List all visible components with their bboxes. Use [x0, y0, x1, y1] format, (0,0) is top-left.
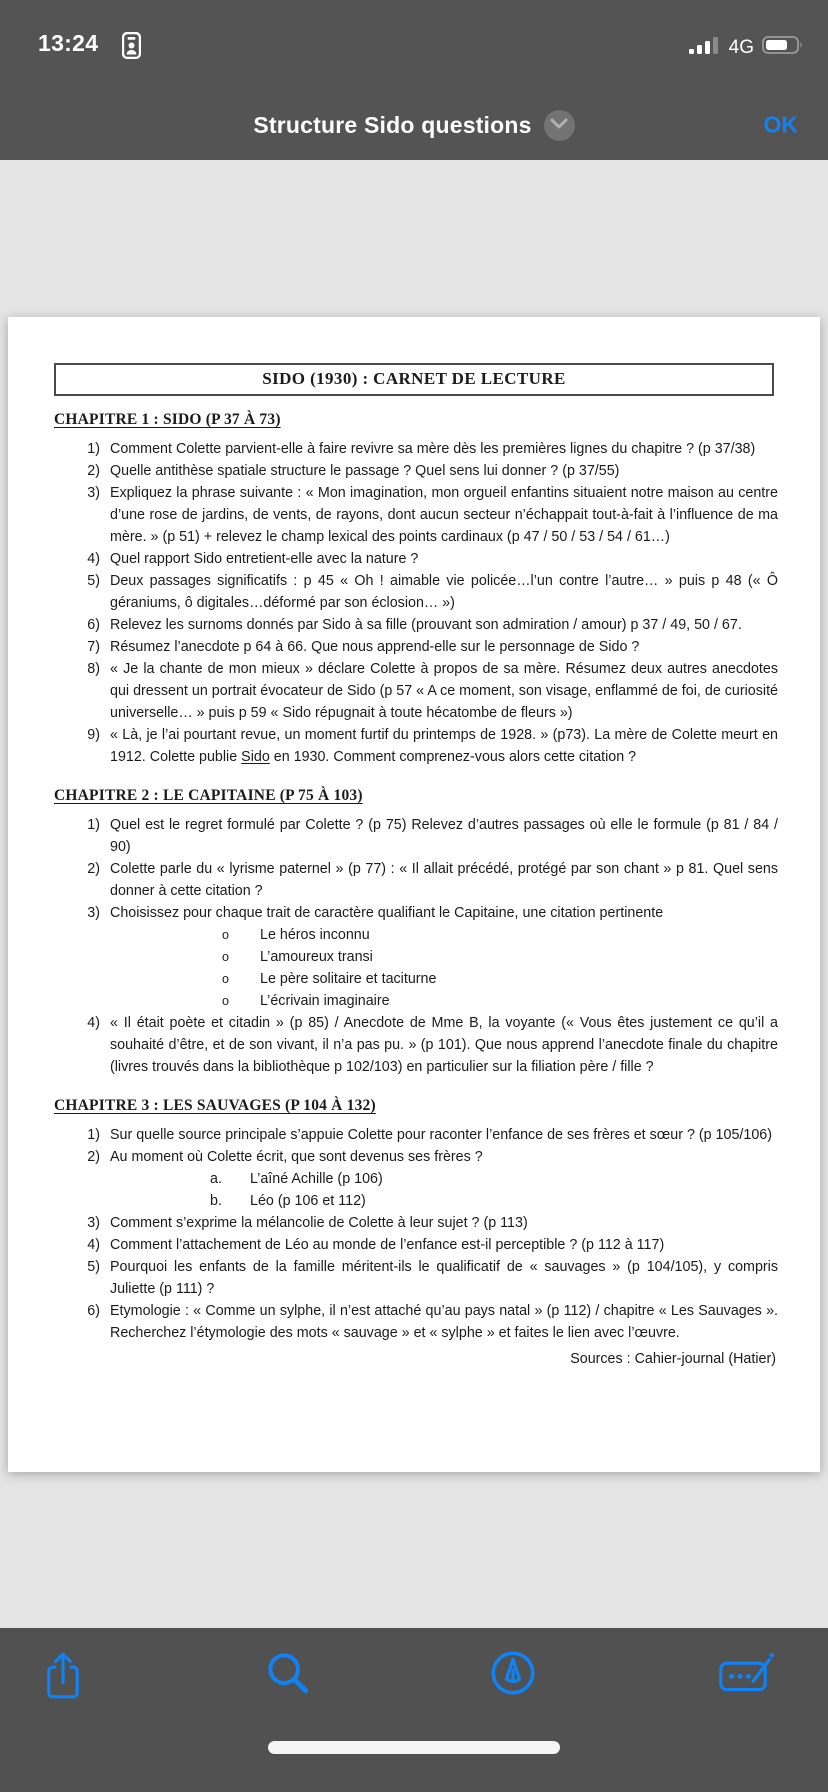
question-text: « Je la chante de mon mieux » déclare Colette à propos de sa mère. Résumez deux autres anecdotes qui dressent un portrait évocateur de Sido (p 57 « A ce moment, son visage, enflammé de foi, de curiosité universelle… » puis p 59 « Sido répugnait à toute hécatombe de fleurs »): [110, 661, 778, 721]
ok-button[interactable]: OK: [763, 111, 798, 138]
question-item: [48, 548, 778, 570]
bottom-toolbar: [0, 1646, 828, 1716]
question-number: 6): [87, 617, 100, 633]
question-text: Relevez les surnoms donnés par Sido à sa fille (prouvant son admiration / amour) p 37 / 49, 50 / 67.: [110, 617, 742, 633]
question-text: Résumez l’anecdote p 64 à 66. Que nous apprend-elle sur le personnage de Sido ?: [110, 639, 640, 655]
question-text: Pourquoi les enfants de la famille méritent-ils le qualificatif de « sauvages » (p 104/105), y compris Juliette (p 111) ?: [110, 1259, 778, 1297]
status-right-cluster: [689, 34, 804, 61]
question-text: Deux passages significatifs : p 45 « Oh ! aimable vie policée…l’un contre l’autre… » puis p 48 (« Ô géraniums, ô digitales…déformé par son éclosion… »): [110, 573, 778, 611]
question-item: [48, 902, 778, 924]
question-number: 5): [87, 1259, 100, 1275]
nav-bar: [0, 95, 828, 155]
sub-question-text: Le héros inconnu: [260, 927, 370, 943]
sign-icon: [717, 1686, 775, 1701]
question-number: 9): [87, 727, 100, 743]
question-item: [48, 1300, 778, 1344]
sub-question-item: [48, 1168, 778, 1190]
document-name-title: Structure Sido questions: [253, 111, 532, 138]
question-number: 2): [87, 463, 100, 479]
share-button[interactable]: [39, 1646, 87, 1709]
chapter-heading: CHAPITRE 1 : SIDO (P 37 À 73): [54, 411, 281, 428]
question-number: 3): [87, 1215, 100, 1231]
sub-question-marker: a.: [210, 1171, 222, 1187]
question-item: [48, 1146, 778, 1168]
clock: 13:24: [38, 30, 99, 56]
question-number: 4): [87, 1237, 100, 1253]
document-body: [48, 411, 778, 1344]
question-item: [48, 1212, 778, 1234]
question-number: 1): [87, 817, 100, 833]
question-item: [48, 658, 778, 724]
question-item: [48, 482, 778, 548]
sub-question-marker: o: [222, 972, 229, 986]
question-number: 2): [87, 1149, 100, 1165]
sub-question-marker: b.: [210, 1193, 222, 1209]
question-number: 2): [87, 861, 100, 877]
question-text: Comment l’attachement de Léo au monde de l’enfance est-il perceptible ? (p 112 à 117): [110, 1237, 665, 1253]
markup-icon: [490, 1684, 536, 1699]
sub-question-marker: o: [222, 950, 229, 964]
document-title: SIDO (1930) : CARNET DE LECTURE: [262, 369, 566, 388]
question-item: [48, 1012, 778, 1078]
sub-question-text: L’aîné Achille (p 106): [250, 1171, 383, 1187]
sub-question-item: [48, 968, 778, 990]
question-text: Choisissez pour chaque trait de caractère qualifiant le Capitaine, une citation pertinente: [110, 905, 664, 921]
question-item: [48, 858, 778, 902]
question-number: 5): [87, 573, 100, 589]
bottom-chrome: [0, 1628, 828, 1792]
title-menu-button[interactable]: [544, 110, 575, 141]
question-number: 8): [87, 661, 100, 677]
question-number: 4): [87, 551, 100, 567]
sub-question-marker: o: [222, 994, 229, 1008]
question-number: 1): [87, 1127, 100, 1143]
sub-question-text: L’amoureux transi: [260, 949, 373, 965]
chevron-down-icon: [550, 118, 568, 133]
question-text: « Là, je l’ai pourtant revue, un moment furtif du printemps de 1928. » (p73). La mère de Colette meurt en 1912. Colette publie Sido en 1930. Comment comprenez-vous alors cette citation ?: [110, 727, 778, 765]
question-text: Colette parle du « lyrisme paternel » (p 77) : « Il allait précédé, protégé par son chant » p 81. Quel sens donner à cette citation ?: [110, 861, 778, 899]
sub-question-marker: o: [222, 928, 229, 942]
question-item: [48, 724, 778, 768]
question-text: Quel rapport Sido entretient-elle avec la nature ?: [110, 551, 419, 567]
question-text: Etymologie : « Comme un sylphe, il n’est attaché qu’au pays natal » (p 112) / chapitre « Les Sauvages ». Recherchez l’étymologie des mots « sauvage » et « sylphe » et faites le lien avec l’œuvre.: [110, 1303, 778, 1341]
question-item: [48, 460, 778, 482]
question-number: 4): [87, 1015, 100, 1031]
question-item: [48, 1124, 778, 1146]
document-title-box: [54, 363, 774, 396]
signal-icon: [689, 34, 721, 61]
question-item: [48, 1256, 778, 1300]
sub-question-item: [48, 990, 778, 1012]
question-text: Quelle antithèse spatiale structure le passage ? Quel sens lui donner ? (p 37/55): [110, 463, 620, 479]
question-number: 1): [87, 441, 100, 457]
battery-icon: [762, 35, 804, 60]
sub-question-item: [48, 924, 778, 946]
sub-question-item: [48, 1190, 778, 1212]
question-number: 3): [87, 905, 100, 921]
sub-question-text: Léo (p 106 et 112): [250, 1193, 366, 1209]
question-item: [48, 636, 778, 658]
sign-button[interactable]: [713, 1646, 779, 1705]
question-text: Quel est le regret formulé par Colette ? (p 75) Relevez d’autres passages où elle le formule (p 81 / 84 / 90): [110, 817, 778, 855]
source-credit: Sources : Cahier-journal (Hatier): [570, 1351, 776, 1367]
question-text: Au moment où Colette écrit, que sont devenus ses frères ?: [110, 1149, 483, 1165]
question-item: [48, 438, 778, 460]
question-number: 6): [87, 1303, 100, 1319]
sub-question-text: Le père solitaire et taciturne: [260, 971, 437, 987]
question-number: 3): [87, 485, 100, 501]
network-type-label: 4G: [728, 36, 754, 58]
question-item: [48, 814, 778, 858]
search-button[interactable]: [261, 1646, 315, 1703]
sub-question-text: L’écrivain imaginaire: [260, 993, 390, 1009]
search-icon: [265, 1684, 311, 1699]
question-text: Sur quelle source principale s’appuie Colette pour raconter l’enfance de ses frères et sœur ? (p 105/106): [110, 1127, 772, 1143]
question-text: Comment s’exprime la mélancolie de Colette à leur sujet ? (p 113): [110, 1215, 528, 1231]
chapter-heading: CHAPITRE 3 : LES SAUVAGES (P 104 À 132): [54, 1097, 376, 1114]
question-text: « Il était poète et citadin » (p 85) / Anecdote de Mme B, la voyante (« Vous êtes justement ce qu’il a souhaité d’être, et de son vivant, il n’a pas pu. » (p 101). Que nous apprend l’anecdote finale du chapitre (livres trouvés dans la bibliothèque p 102/103) en particulier sur la filiation père / fille ?: [110, 1015, 778, 1075]
sub-question-item: [48, 946, 778, 968]
question-text: Comment Colette parvient-elle à faire revivre sa mère dès les premières lignes du chapitre ? (p 37/38): [110, 441, 756, 457]
question-text: Expliquez la phrase suivante : « Mon imagination, mon orgueil enfantins situaient notre maison au centre d’une rose de jardins, de vents, de rayons, dont aucun secteur n’échappait tout-à-fait à l’influence de ma mère. » (p 51) + relevez le champ lexical des points cardinaux (p 47 / 50 / 53 / 54 / 61…): [110, 485, 778, 545]
home-indicator[interactable]: [268, 1741, 560, 1754]
question-number: 7): [87, 639, 100, 655]
chapter-heading: CHAPITRE 2 : LE CAPITAINE (P 75 À 103): [54, 787, 363, 804]
top-chrome: [0, 0, 828, 160]
question-item: [48, 1234, 778, 1256]
focus-badge-icon: [122, 32, 141, 64]
share-icon: [43, 1690, 83, 1705]
question-item: [48, 570, 778, 614]
document-page[interactable]: [8, 317, 820, 1472]
markup-button[interactable]: [486, 1646, 540, 1703]
question-item: [48, 614, 778, 636]
status-bar: [0, 24, 828, 74]
